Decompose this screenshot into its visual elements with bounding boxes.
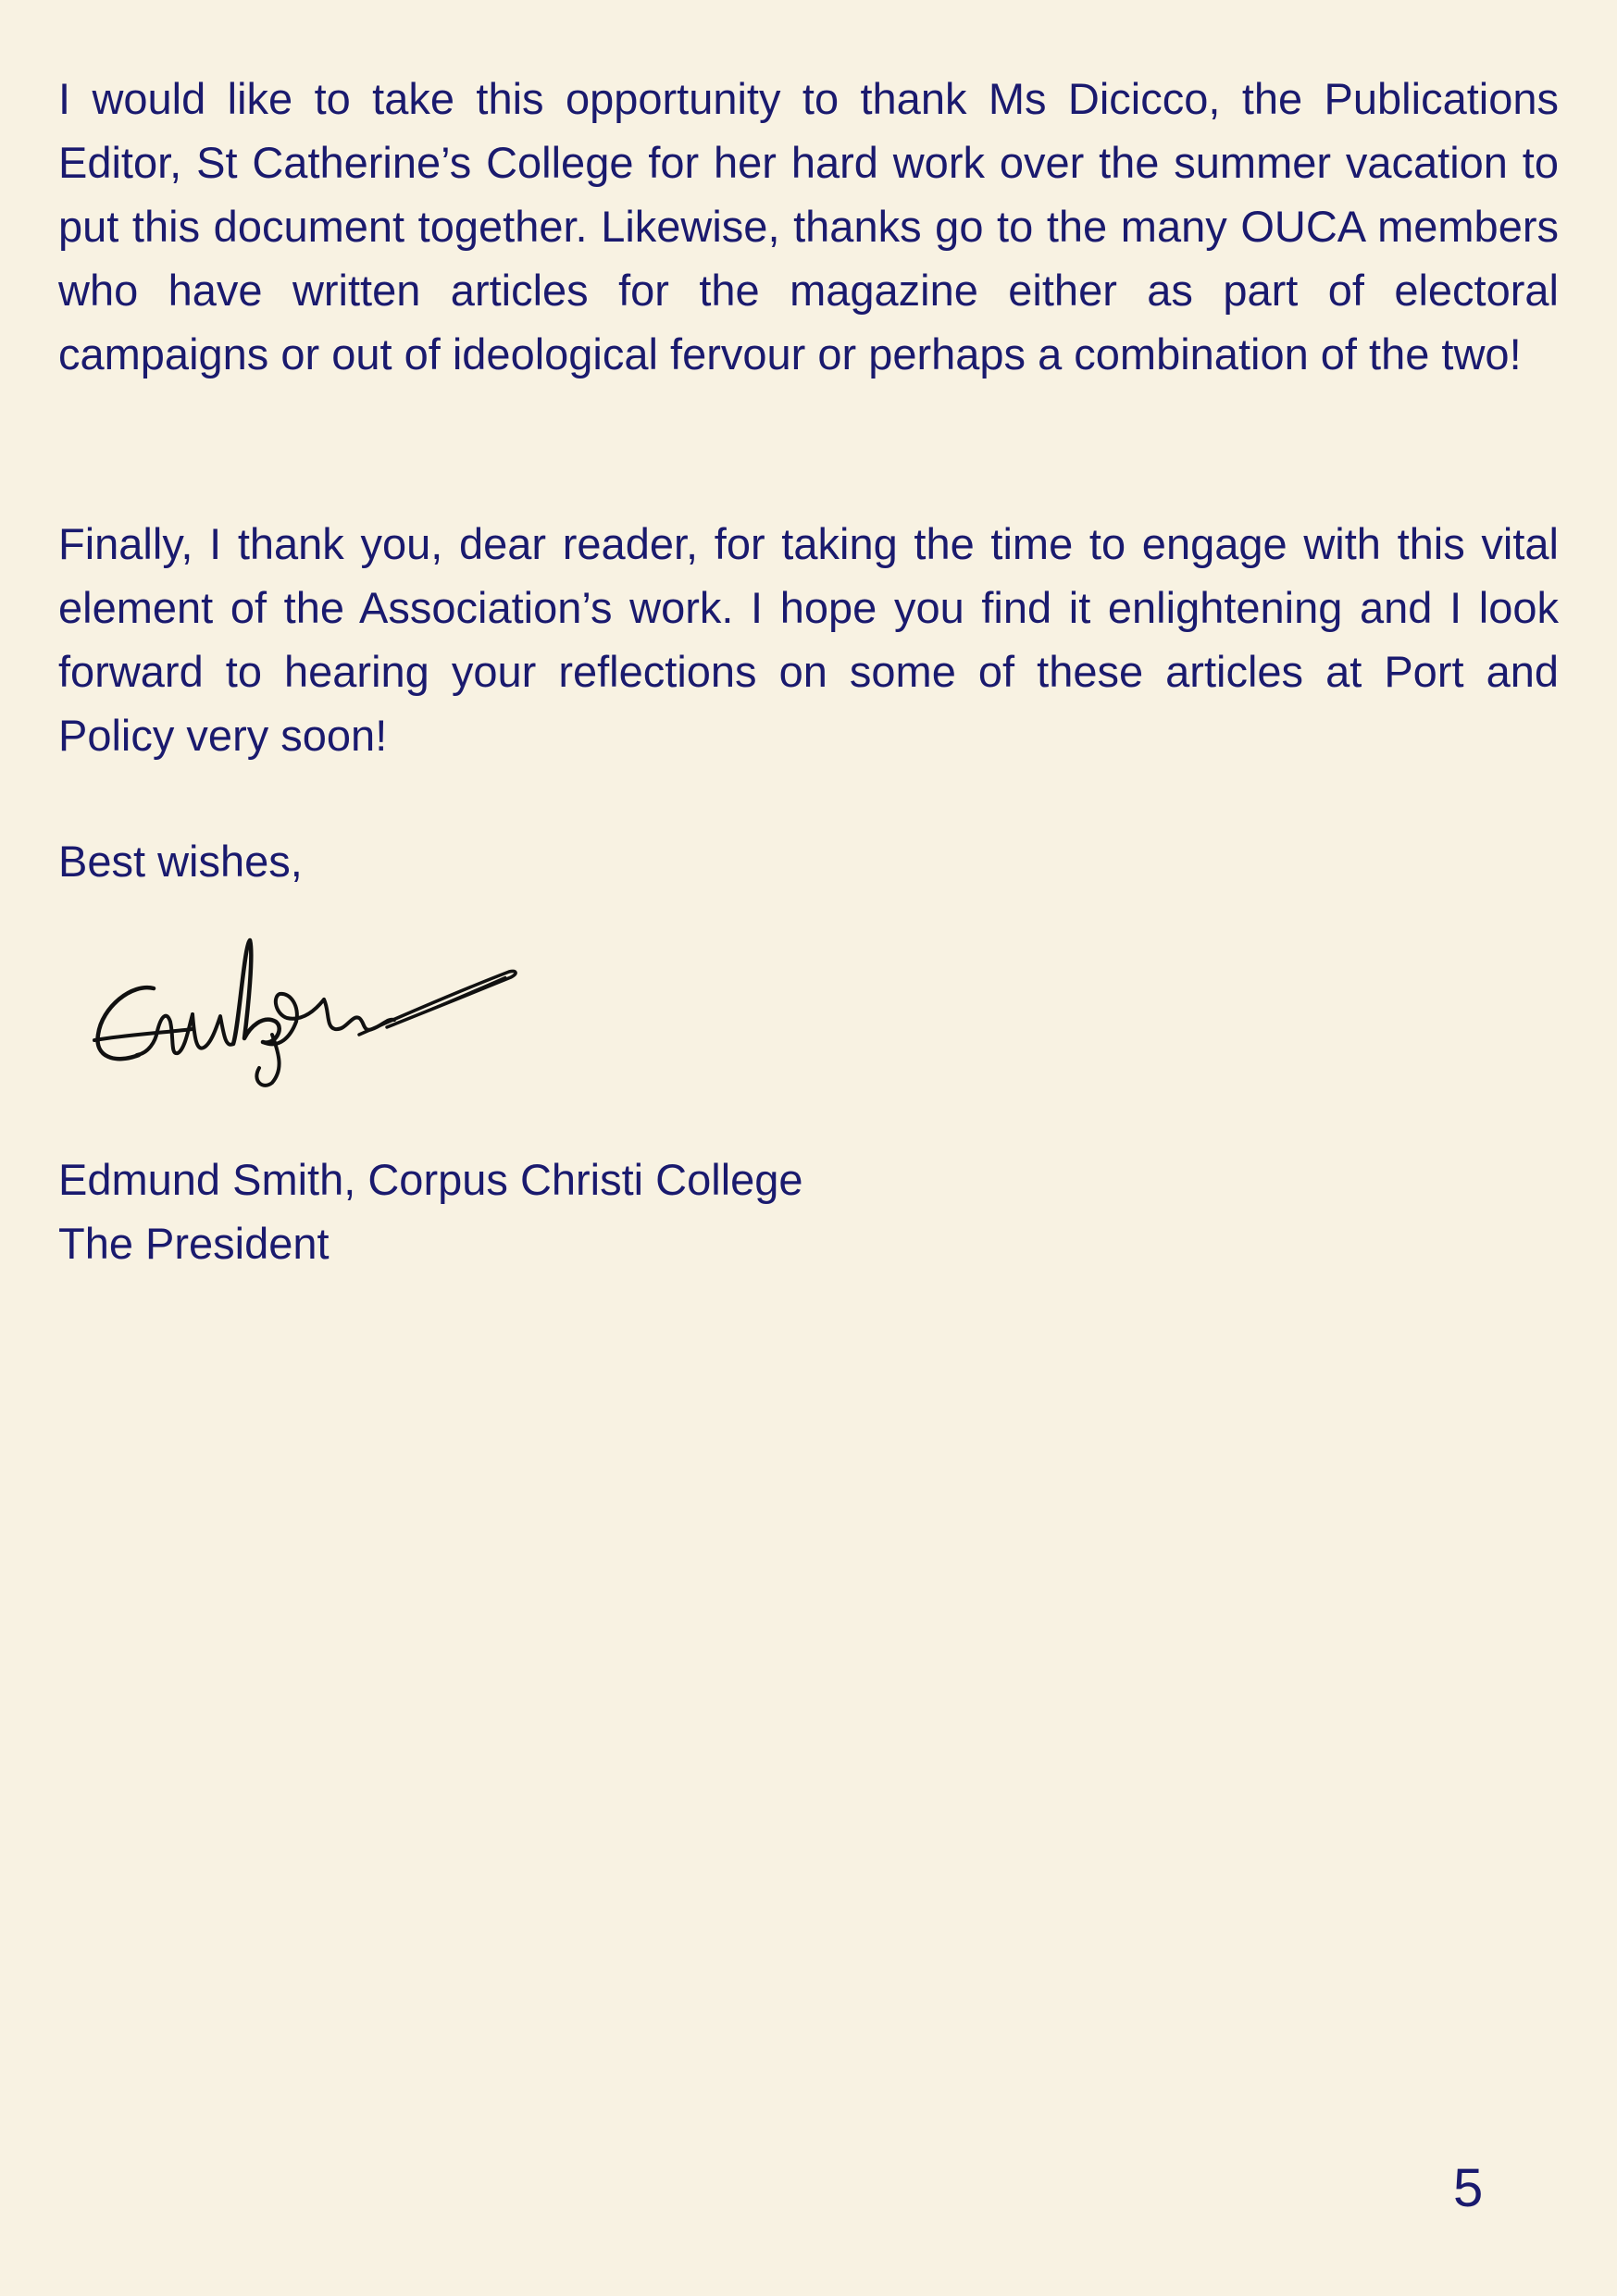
body-paragraph-thanks: I would like to take this opportunity to thank Ms Dicicco, the Publications Editor, St Catherine’s College for her hard work over the summer vacation to put this document together. Likewise, thanks go to the many OUCA members who have written articles for the magazine either as part of electoral campaigns or out of ideological fervour or perhaps a combination of the two!	[58, 74, 1559, 379]
signatory-role: The President	[58, 1219, 330, 1268]
signatory-name: Edmund Smith, Corpus Christi College	[58, 1155, 803, 1204]
handwritten-signature-icon	[81, 925, 526, 1101]
body-paragraph-reader: Finally, I thank you, dear reader, for taking the time to engage with this vital element of the Association’s work. I hope you find it enlightening and I look forward to hearing your reflections on some of these articles at Port and Policy very soon!	[58, 519, 1559, 760]
page-number: 5	[1453, 2158, 1484, 2218]
closing-salutation: Best wishes,	[58, 837, 303, 886]
